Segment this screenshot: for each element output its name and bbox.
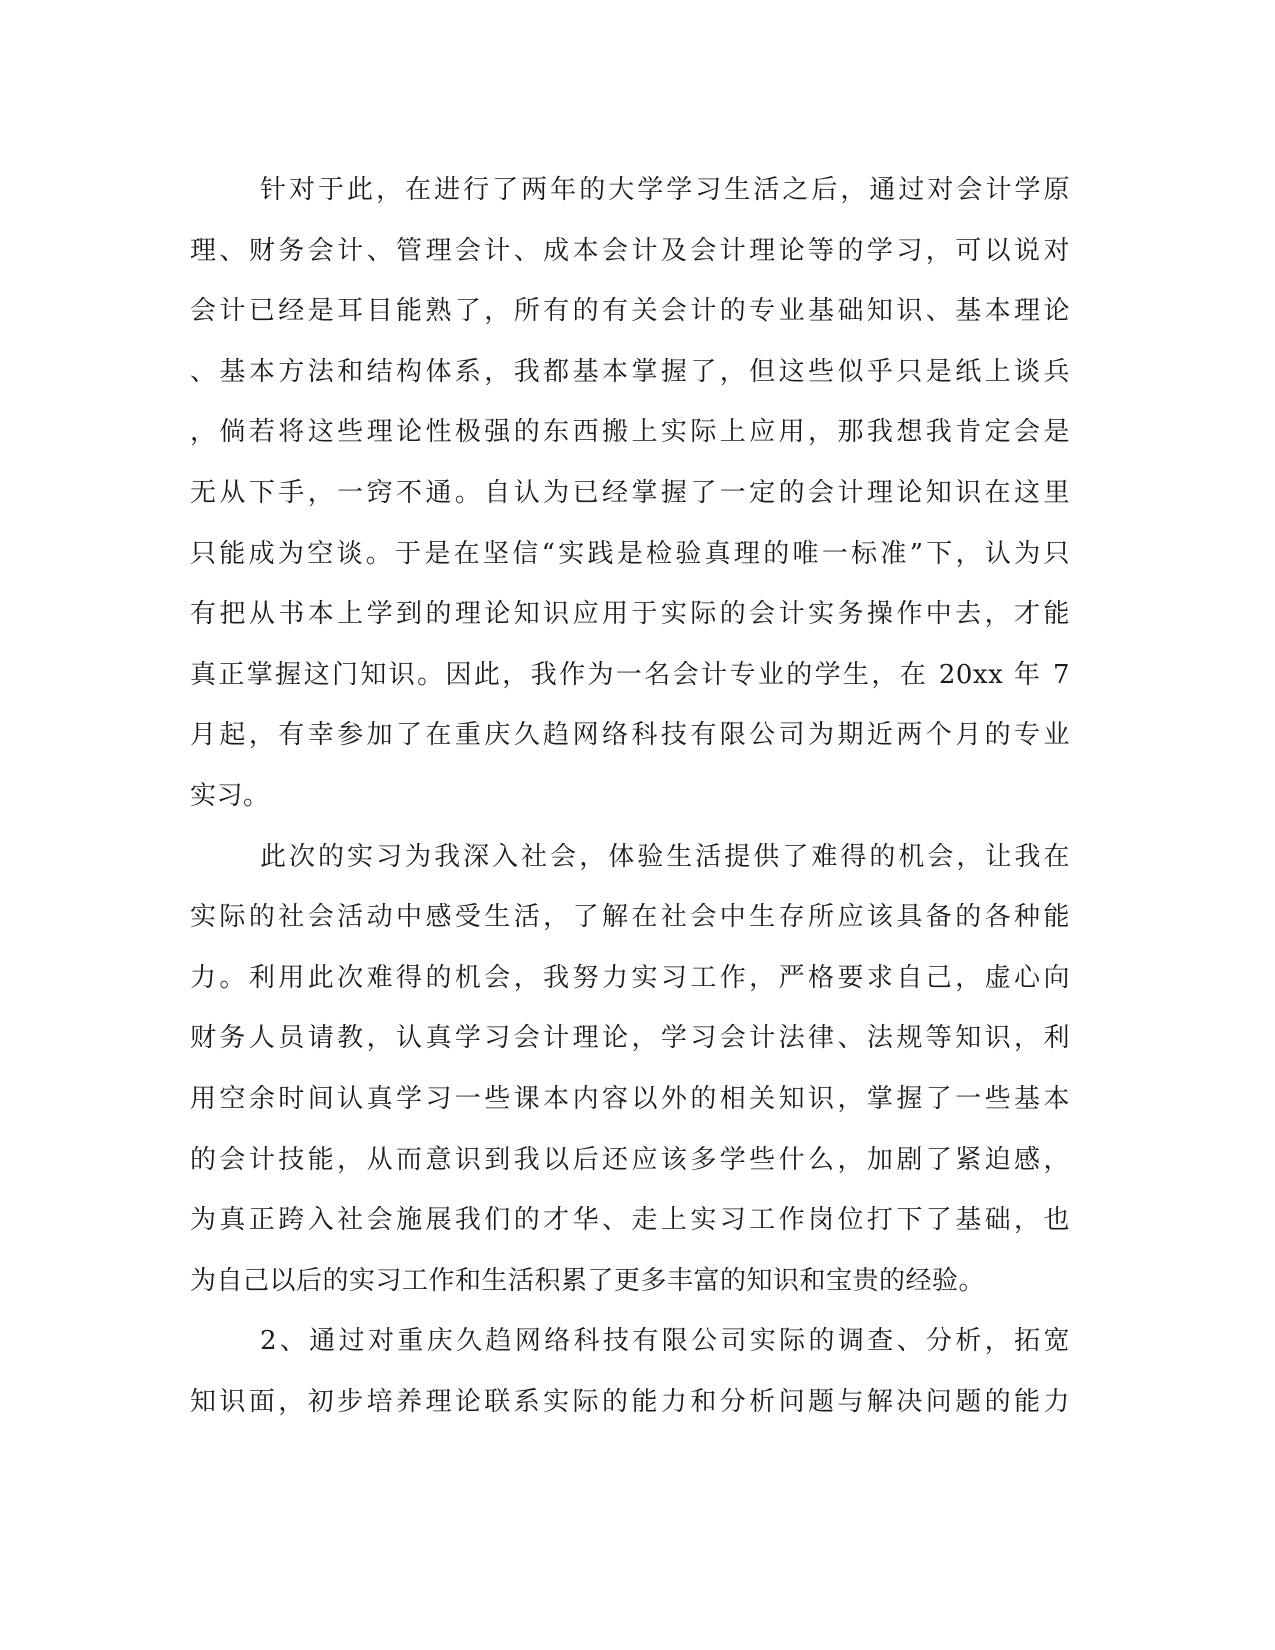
paragraph-1-line-1: 针对于此，在进行了两年的大学学习生活之后，通过对会计学原 — [260, 175, 1070, 205]
paragraph-2-line-7: 为真正跨入社会施展我们的才华、走上实习工作岗位打下了基础，也 — [190, 1205, 1070, 1236]
paragraph-1-line-3: 会计已经是耳目能熟了，所有的有关会计的专业基础知识、基本理论 — [190, 296, 1070, 327]
paragraph-2-line-3: 力。利用此次难得的机会，我努力实习工作，严格要求自己，虚心向 — [190, 962, 1070, 993]
paragraph-1-line-11: 实习。 — [190, 780, 270, 811]
paragraph-1-line-5: ，倘若将这些理论性极强的东西搬上实际上应用，那我想我肯定会是 — [190, 417, 1070, 448]
paragraph-2-line-6: 的会计技能，从而意识到我以后还应该多学些什么，加剧了紧迫感， — [190, 1144, 1070, 1175]
paragraph-1-line-7: 只能成为空谈。于是在坚信“实践是检验真理的唯一标准”下，认为只 — [190, 538, 1070, 569]
paragraph-1-line-6: 无从下手，一窍不通。自认为已经掌握了一定的会计理论知识在这里 — [190, 477, 1070, 508]
paragraph-2-line-2: 实际的社会活动中感受生活，了解在社会中生存所应该具备的各种能 — [190, 902, 1070, 933]
paragraph-3-line-2: 知识面，初步培养理论联系实际的能力和分析问题与解决问题的能力 — [190, 1386, 1070, 1417]
paragraph-2-line-1: 此次的实习为我深入社会，体验生活提供了难得的机会，让我在 — [260, 841, 1070, 872]
paragraph-2-line-5: 用空余时间认真学习一些课本内容以外的相关知识，掌握了一些基本 — [190, 1083, 1070, 1114]
paragraph-1-line-2: 理、财务会计、管理会计、成本会计及会计理论等的学习，可以说对 — [190, 235, 1070, 266]
paragraph-1-line-10: 月起，有幸参加了在重庆久趋网络科技有限公司为期近两个月的专业 — [190, 720, 1070, 751]
paragraph-2-line-4: 财务人员请教，认真学习会计理论，学习会计法律、法规等知识，利 — [190, 1023, 1070, 1054]
paragraph-2-line-8: 为自己以后的实习工作和生活积累了更多丰富的知识和宝贵的经验。 — [190, 1265, 986, 1296]
paragraph-3-line-1: 2、通过对重庆久趋网络科技有限公司实际的调查、分析，拓宽 — [260, 1326, 1070, 1357]
paragraph-1-line-4: 、基本方法和结构体系，我都基本掌握了，但这些似乎只是纸上谈兵 — [190, 356, 1070, 387]
paragraph-1-line-9: 真正掌握这门知识。因此，我作为一名会计专业的学生，在 20xx 年 7 — [190, 659, 1070, 690]
document-body — [190, 160, 1070, 1432]
paragraph-1-line-8: 有把从书本上学到的理论知识应用于实际的会计实务操作中去，才能 — [190, 599, 1070, 630]
